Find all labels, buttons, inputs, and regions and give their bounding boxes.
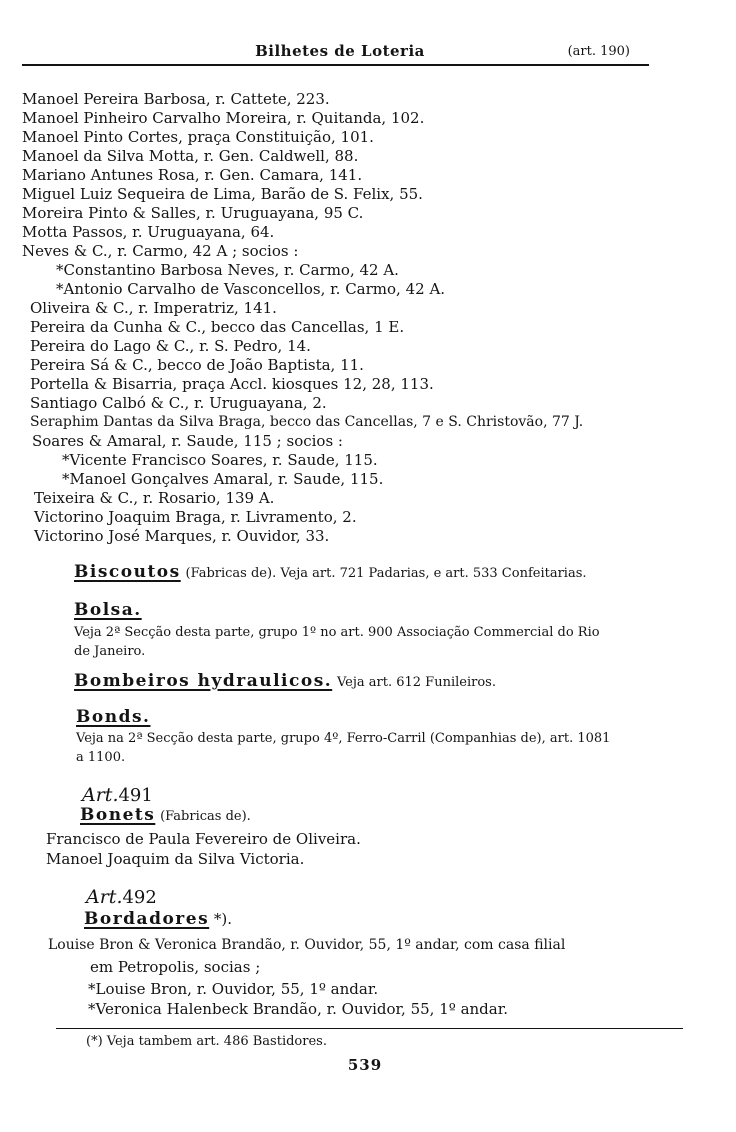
running-title: Bilhetes de Loteria — [255, 42, 425, 60]
list-item: Manoel da Silva Motta, r. Gen. Caldwell, 88. — [22, 147, 359, 165]
section-title: Bonets — [80, 805, 156, 825]
list-item: Victorino Joaquim Braga, r. Livramento, 2. — [34, 508, 357, 526]
list-item: Oliveira & C., r. Imperatriz, 141. — [30, 299, 277, 317]
list-item: *Vicente Francisco Soares, r. Saude, 115. — [62, 451, 378, 469]
list-item: *Antonio Carvalho de Vasconcellos, r. Carmo, 42 A. — [56, 280, 446, 298]
section-bolsa — [74, 601, 142, 619]
list-item: Moreira Pinto & Salles, r. Uruguayana, 95 C. — [22, 204, 364, 222]
list-item: Manoel Pinto Cortes, praça Constituição, 101. — [22, 128, 374, 146]
section-note: (Fabricas de). — [160, 809, 251, 824]
section-title: Bonds. — [76, 707, 151, 727]
list-item: Louise Bron & Veronica Brandão, r. Ouvidor, 55, 1º andar, com casa filial — [48, 937, 566, 953]
list-item: *Constantino Barbosa Neves, r. Carmo, 42 A. — [56, 261, 399, 279]
list-item: *Louise Bron, r. Ouvidor, 55, 1º andar. — [88, 980, 379, 998]
article-value: 492 — [122, 887, 157, 908]
list-item: em Petropolis, socias ; — [90, 958, 261, 976]
section-title: Bombeiros hydraulicos. — [74, 671, 333, 691]
footnote: (*) Veja tambem art. 486 Bastidores. — [86, 1034, 327, 1049]
list-item: Manoel Joaquim da Silva Victoria. — [46, 850, 305, 868]
cross-reference: (Fabricas de). Veja art. 721 Padarias, e art. 533 Confeitarias. — [185, 566, 587, 581]
list-item: Neves & C., r. Carmo, 42 A ; socios : — [22, 242, 299, 260]
list-item: Mariano Antunes Rosa, r. Gen. Camara, 141. — [22, 166, 363, 184]
section-bonets — [80, 806, 251, 826]
list-item: Francisco de Paula Fevereiro de Oliveira. — [46, 830, 361, 848]
list-item: Manoel Pereira Barbosa, r. Cattete, 223. — [22, 90, 330, 108]
article-number — [86, 888, 157, 907]
section-bombeiros — [74, 672, 496, 692]
article-reference: (art. 190) — [567, 44, 630, 59]
cross-reference: Veja art. 612 Funileiros. — [336, 675, 496, 690]
section-bordadores — [84, 910, 232, 928]
footnote-mark: *). — [213, 910, 233, 928]
cross-reference: Veja 2ª Secção desta parte, grupo 1º no art. 900 Associação Commercial do Rio — [74, 625, 600, 640]
list-item: Seraphim Dantas da Silva Braga, becco das Cancellas, 7 e S. Christovão, 77 J. — [30, 414, 584, 430]
list-item: Miguel Luiz Sequeira de Lima, Barão de S. Felix, 55. — [22, 185, 423, 203]
cross-reference: a 1100. — [76, 750, 126, 765]
article-number — [82, 786, 153, 805]
list-item: Motta Passos, r. Uruguayana, 64. — [22, 223, 275, 241]
cross-reference: Veja na 2ª Secção desta parte, grupo 4º, Ferro-Carril (Companhias de), art. 1081 — [76, 731, 611, 746]
page-number: 539 — [347, 1056, 383, 1074]
article-label: Art. — [82, 784, 119, 806]
list-item: Pereira da Cunha & C., becco das Cancellas, 1 E. — [30, 318, 405, 336]
cross-reference: de Janeiro. — [74, 644, 146, 659]
list-item: Victorino José Marques, r. Ouvidor, 33. — [34, 527, 330, 545]
list-item: Pereira do Lago & C., r. S. Pedro, 14. — [30, 337, 311, 355]
section-bonds — [76, 708, 150, 726]
list-item: Soares & Amaral, r. Saude, 115 ; socios : — [32, 432, 343, 450]
list-item: Pereira Sá & C., becco de João Baptista, 11. — [30, 356, 364, 374]
section-title: Bolsa. — [74, 600, 142, 620]
list-item: Manoel Pinheiro Carvalho Moreira, r. Quitanda, 102. — [22, 109, 425, 127]
list-item: *Veronica Halenbeck Brandão, r. Ouvidor, 55, 1º andar. — [88, 1000, 509, 1018]
footnote-rule — [56, 1028, 683, 1029]
list-item: *Manoel Gonçalves Amaral, r. Saude, 115. — [62, 470, 384, 488]
article-label: Art. — [86, 886, 123, 908]
article-value: 491 — [118, 785, 153, 806]
list-item: Portella & Bisarria, praça Accl. kiosques 12, 28, 113. — [30, 375, 434, 393]
section-title: Bordadores — [84, 909, 210, 929]
section-title: Biscoutos — [74, 562, 181, 582]
list-item: Teixeira & C., r. Rosario, 139 A. — [34, 489, 275, 507]
list-item: Santiago Calbó & C., r. Uruguayana, 2. — [30, 394, 327, 412]
section-biscoutos — [74, 563, 587, 583]
